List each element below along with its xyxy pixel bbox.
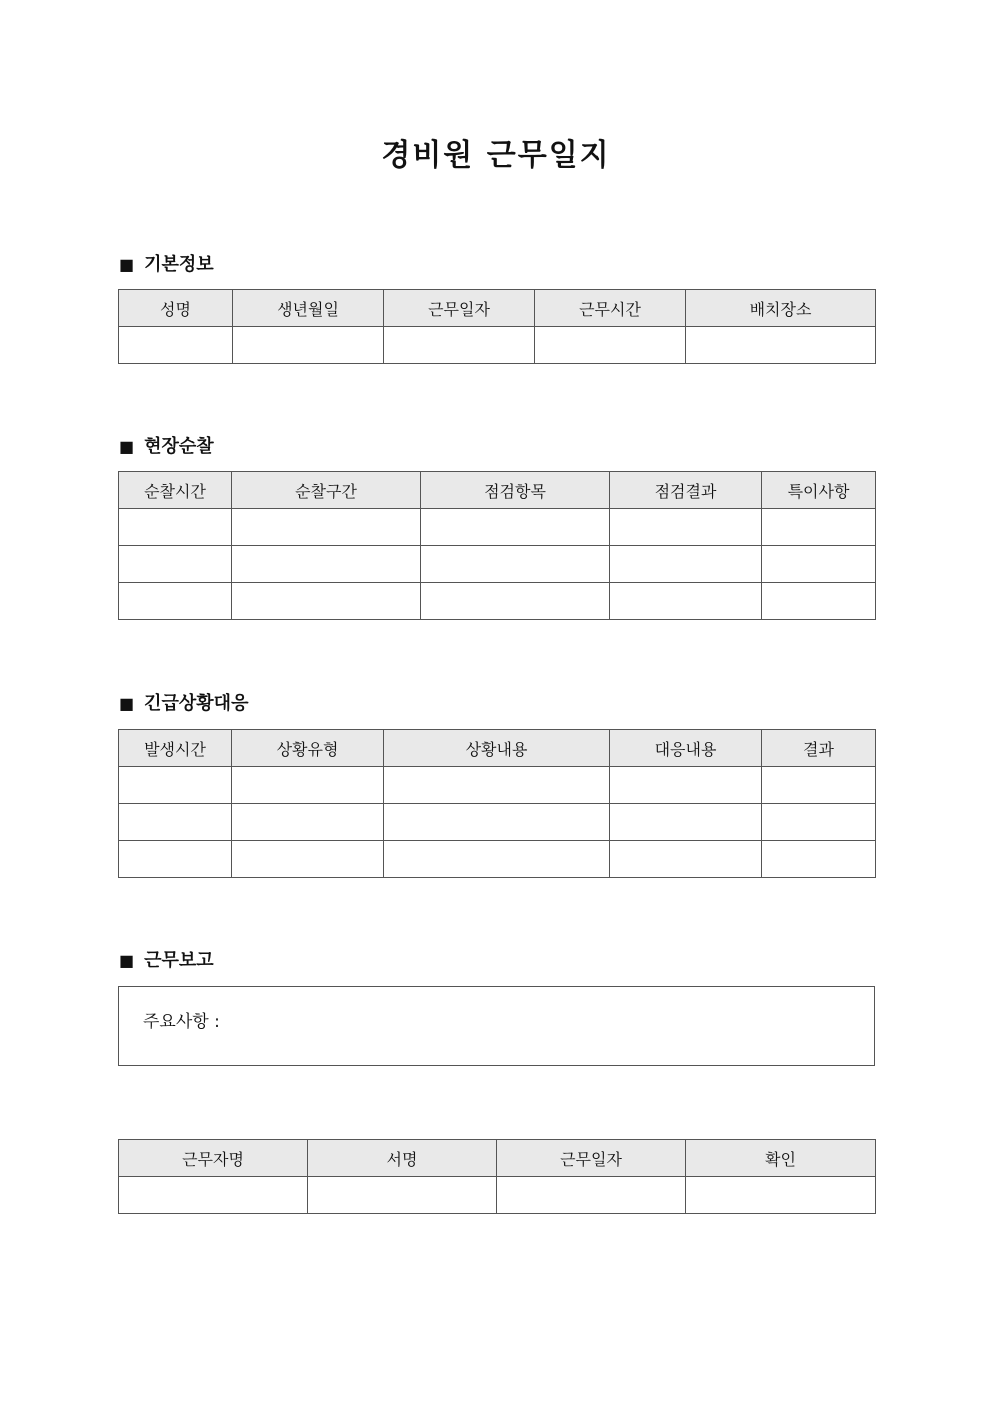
table-cell[interactable] <box>119 841 232 878</box>
column-header-check-result: 점검결과 <box>610 472 762 509</box>
signature-table <box>118 1139 876 1214</box>
section-title: 근무보고 <box>144 950 214 971</box>
column-header-situation-details: 상황내용 <box>384 730 610 767</box>
emergency-table <box>118 729 876 878</box>
section-heading-report <box>119 949 214 973</box>
column-header-occurrence-time: 발생시간 <box>119 730 232 767</box>
table-row <box>119 1177 876 1214</box>
table-row <box>119 583 876 620</box>
table-row <box>119 546 876 583</box>
column-header-birthdate: 생년월일 <box>233 290 384 327</box>
table-row <box>119 327 876 364</box>
column-header-remarks: 특이사항 <box>762 472 876 509</box>
section-heading-patrol <box>119 435 214 459</box>
table-cell[interactable] <box>686 327 876 364</box>
table-header-row <box>119 1140 876 1177</box>
table-cell[interactable] <box>119 1177 308 1214</box>
table-cell[interactable] <box>610 767 762 804</box>
table-cell[interactable] <box>384 804 610 841</box>
table-cell[interactable] <box>232 583 421 620</box>
table-row <box>119 841 876 878</box>
square-bullet-icon: ■ <box>119 694 135 713</box>
section-title: 긴급상황대응 <box>144 693 249 714</box>
table-cell[interactable] <box>119 804 232 841</box>
page-title: 경비원 근무일지 <box>381 138 611 173</box>
table-cell[interactable] <box>421 509 610 546</box>
table-cell[interactable] <box>762 546 876 583</box>
column-header-worker-name: 근무자명 <box>119 1140 308 1177</box>
table-cell[interactable] <box>762 509 876 546</box>
table-cell[interactable] <box>119 583 232 620</box>
square-bullet-icon: ■ <box>119 437 135 456</box>
column-header-work-date: 근무일자 <box>384 290 535 327</box>
table-row <box>119 767 876 804</box>
column-header-check-item: 점검항목 <box>421 472 610 509</box>
table-cell[interactable] <box>421 583 610 620</box>
table-cell[interactable] <box>232 804 384 841</box>
report-box[interactable] <box>118 986 875 1066</box>
column-header-work-date: 근무일자 <box>497 1140 686 1177</box>
table-cell[interactable] <box>762 804 876 841</box>
section-heading-emergency <box>119 692 248 716</box>
patrol-table <box>118 471 876 620</box>
table-cell[interactable] <box>686 1177 876 1214</box>
column-header-work-hours: 근무시간 <box>535 290 686 327</box>
table-cell[interactable] <box>119 509 232 546</box>
table-cell[interactable] <box>232 841 384 878</box>
basic-info-table <box>118 289 876 364</box>
table-header-row <box>119 472 876 509</box>
table-cell[interactable] <box>610 546 762 583</box>
table-cell[interactable] <box>610 583 762 620</box>
table-cell[interactable] <box>232 509 421 546</box>
column-header-patrol-time: 순찰시간 <box>119 472 232 509</box>
table-cell[interactable] <box>762 767 876 804</box>
section-title: 기본정보 <box>144 254 214 275</box>
table-header-row <box>119 730 876 767</box>
table-cell[interactable] <box>384 767 610 804</box>
column-header-result: 결과 <box>762 730 876 767</box>
table-cell[interactable] <box>232 546 421 583</box>
table-cell[interactable] <box>384 841 610 878</box>
table-cell[interactable] <box>610 804 762 841</box>
table-cell[interactable] <box>119 327 233 364</box>
section-title: 현장순찰 <box>144 436 214 457</box>
table-cell[interactable] <box>610 509 762 546</box>
table-row <box>119 509 876 546</box>
square-bullet-icon: ■ <box>119 951 135 970</box>
section-heading-basic-info <box>119 253 214 277</box>
table-cell[interactable] <box>421 546 610 583</box>
column-header-location: 배치장소 <box>686 290 876 327</box>
table-cell[interactable] <box>308 1177 497 1214</box>
table-cell[interactable] <box>384 327 535 364</box>
table-cell[interactable] <box>232 767 384 804</box>
table-cell[interactable] <box>610 841 762 878</box>
column-header-situation-type: 상황유형 <box>232 730 384 767</box>
square-bullet-icon: ■ <box>119 255 135 274</box>
column-header-confirm: 확인 <box>686 1140 876 1177</box>
table-cell[interactable] <box>497 1177 686 1214</box>
column-header-response-details: 대응내용 <box>610 730 762 767</box>
table-cell[interactable] <box>119 767 232 804</box>
column-header-name: 성명 <box>119 290 233 327</box>
table-row <box>119 804 876 841</box>
table-cell[interactable] <box>762 583 876 620</box>
table-cell[interactable] <box>535 327 686 364</box>
column-header-signature: 서명 <box>308 1140 497 1177</box>
table-cell[interactable] <box>119 546 232 583</box>
table-header-row <box>119 290 876 327</box>
table-cell[interactable] <box>762 841 876 878</box>
column-header-patrol-section: 순찰구간 <box>232 472 421 509</box>
table-cell[interactable] <box>233 327 384 364</box>
report-label: 주요사항 : <box>143 1012 220 1032</box>
